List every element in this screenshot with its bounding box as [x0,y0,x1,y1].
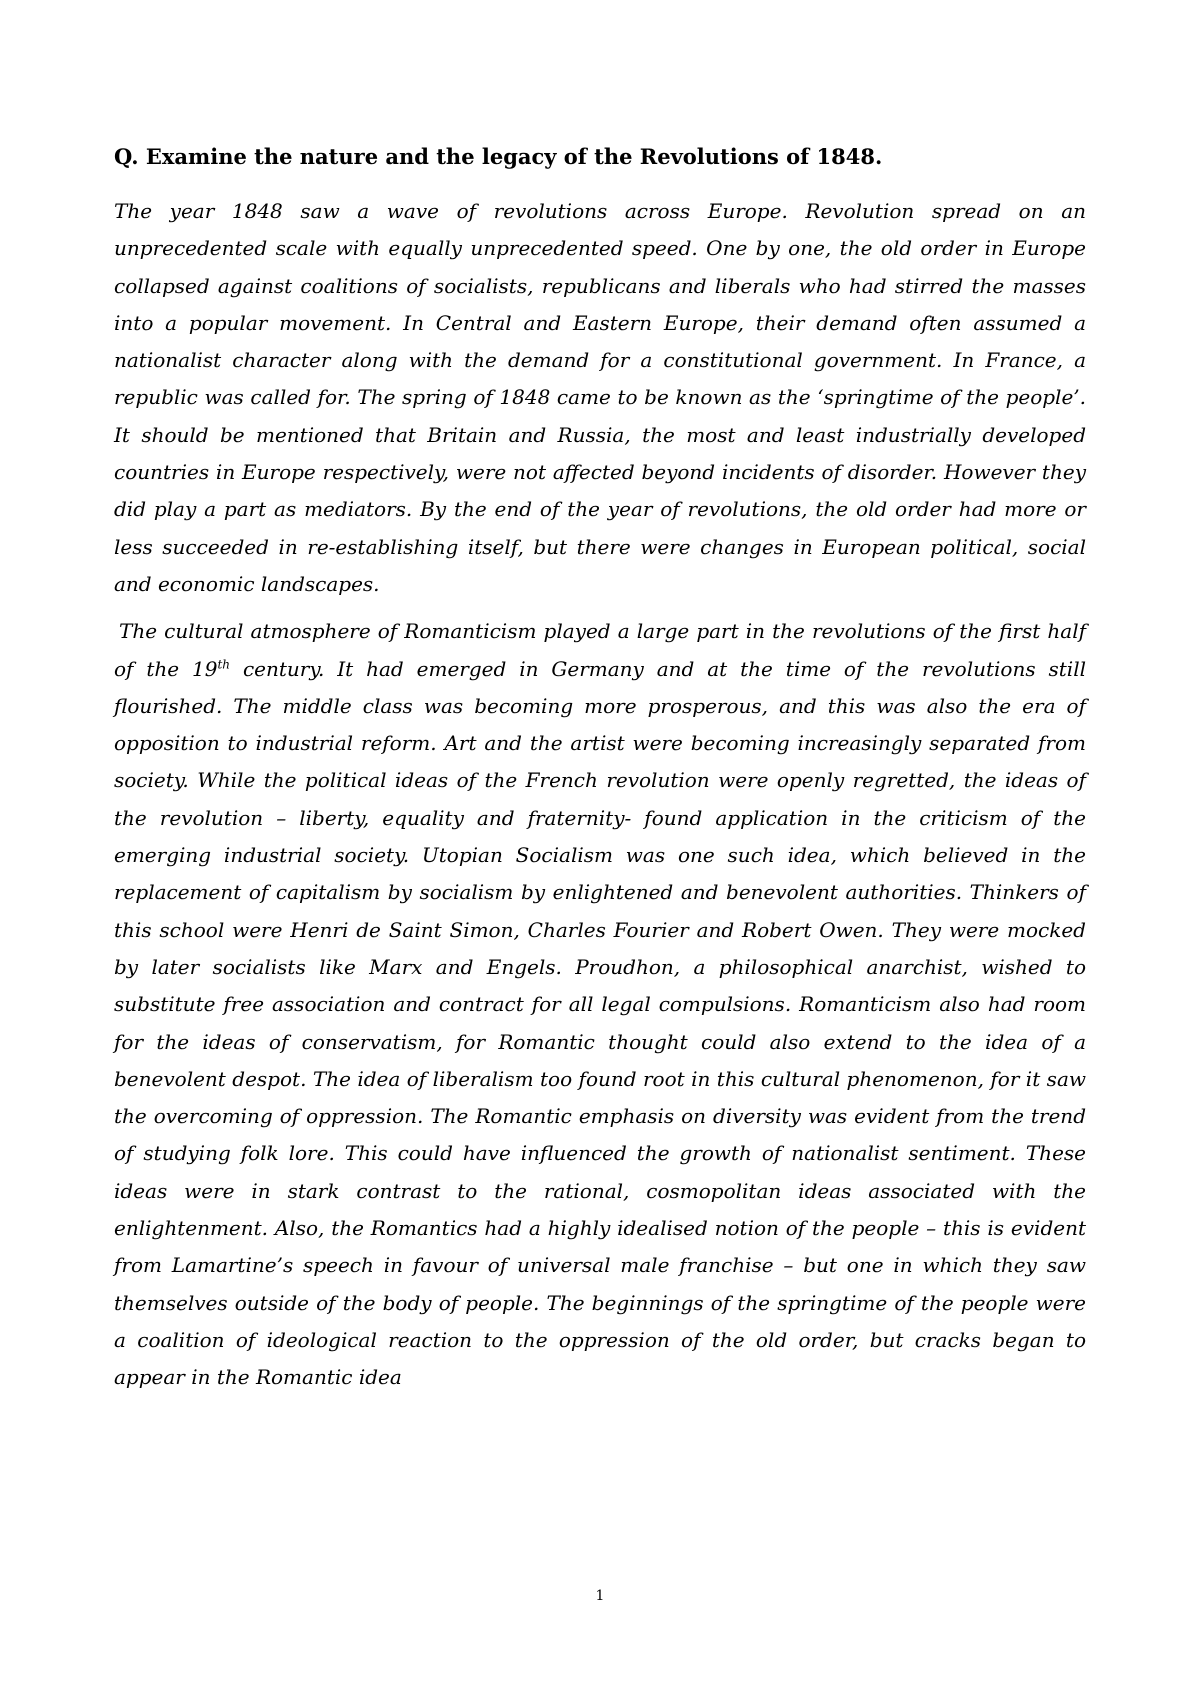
paragraph-2-text-rest: century. It had emerged in Germany and at the time of the revolutions still flourished. The middle class was becoming more prosperous, and this was also the era of opposition to industrial reform. Art and the artist were becoming increasingly separated from society. While the political ideas of the French revolution were openly regretted, the ideas of the revolution – liberty, equality and fraternity- found application in the criticism of the emerging industrial society. Utopian Socialism was one such idea, which believed in the replacement of capitalism by socialism by enlightened and benevolent authorities. Thinkers of this school were Henri de Saint Simon, Charles Fourier and Robert Owen. They were mocked by later socialists like Marx and Engels. Proudhon, a philosophical anarchist, wished to substitute free association and contract for all legal compulsions. Romanticism also had room for the ideas of conservatism, for Romantic thought could also extend to the idea of a benevolent despot. The idea of liberalism too found root in this cultural phenomenon, for it saw the overcoming of oppression. The Romantic emphasis on diversity was evident from the trend of studying folk lore. This could have influenced the growth of nationalist sentiment. These ideas were in stark contrast to the rational, cosmopolitan ideas associated with the enlightenment. Also, the Romantics had a highly idealised notion of the people – this is evident from Lamartine’s speech in favour of universal male franchise – but one in which they saw themselves outside of the body of people. The beginnings of the springtime of the people were a coalition of ideological reaction to the oppression of the old order, but cracks began to appear in the Romantic idea [114,656,1086,1390]
ordinal-superscript: th [217,656,231,671]
paragraph-2-text-start: The cultural atmosphere of Romanticism played a large part in the revolutions of the first half of the 19 [114,619,1086,681]
paragraph-2-text [114,613,1086,1396]
paragraph-2 [114,613,1086,1396]
page-number: 1 [595,1588,605,1604]
question-heading: Q. Examine the nature and the legacy of the Revolutions of 1848. [114,144,883,169]
document-body [114,141,1086,1397]
paragraph-1-text: The year 1848 saw a wave of revolutions across Europe. Revolution spread on an unprecedented scale with equally unprecedented speed. One by one, the old order in Europe collapsed against coalitions of socialists, republicans and liberals who had stirred the masses into a popular movement. In Central and Eastern Europe, their demand often assumed a nationalist character along with the demand for a constitutional government. In France, a republic was called for. The spring of 1848 came to be known as the ‘springtime of the people’. It should be mentioned that Britain and Russia, the most and least industrially developed countries in Europe respectively, were not affected beyond incidents of disorder. However they did play a part as mediators. By the end of the year of revolutions, the old order had more or less succeeded in re-establishing itself, but there were changes in European political, social and economic landscapes. [114,199,1086,596]
paragraph-spacer [114,603,1086,613]
paragraph-1 [114,193,1086,603]
